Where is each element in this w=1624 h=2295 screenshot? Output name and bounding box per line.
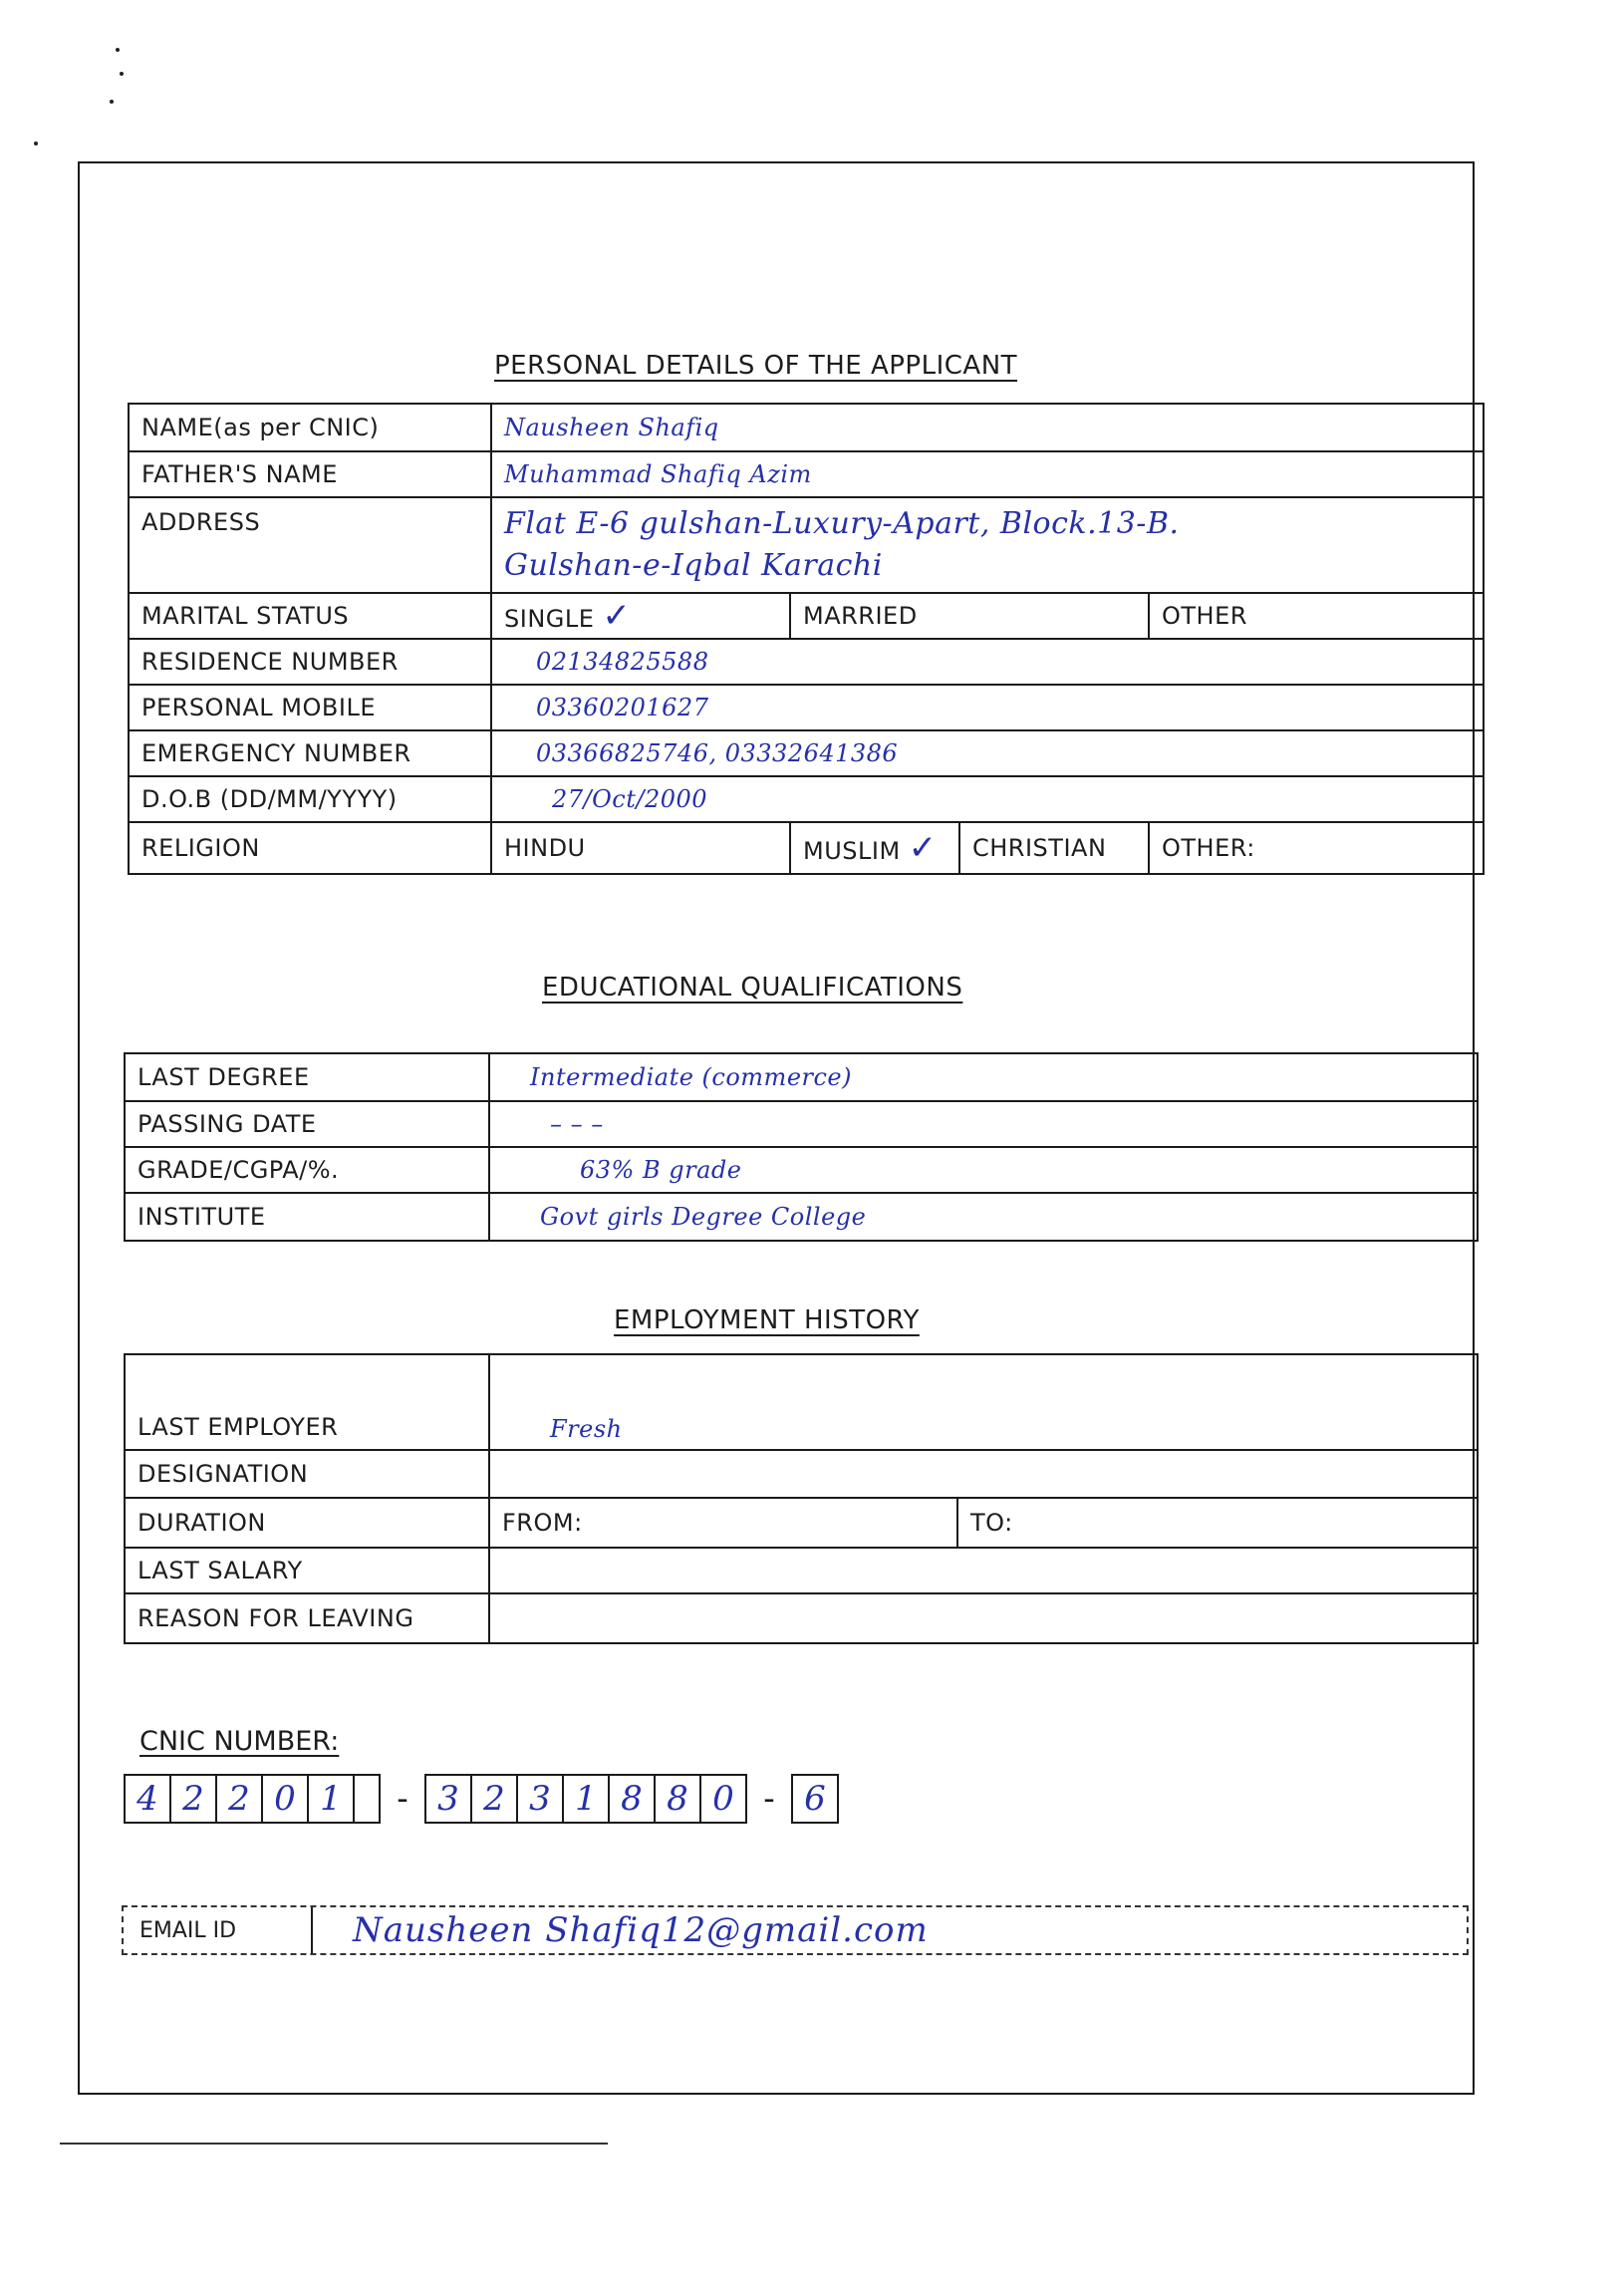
personal-details-table <box>128 403 1485 875</box>
scan-speck <box>110 100 114 104</box>
religion-row <box>129 822 1484 874</box>
salary-row <box>125 1548 1478 1593</box>
employer-value[interactable]: Fresh <box>489 1354 1478 1450</box>
cnic-digit[interactable]: 0 <box>261 1774 309 1824</box>
dob-value[interactable]: 27/Oct/2000 <box>491 776 1484 822</box>
emergency-row <box>129 730 1484 776</box>
cnic-label: CNIC NUMBER: <box>139 1726 340 1757</box>
cnic-boxes[interactable] <box>124 1774 837 1824</box>
dob-label: D.O.B (DD/MM/YYYY) <box>129 776 491 822</box>
reason-row <box>125 1593 1478 1643</box>
father-row <box>129 451 1484 497</box>
cnic-digit[interactable]: 8 <box>654 1774 701 1824</box>
employer-label: LAST EMPLOYER <box>125 1354 489 1450</box>
designation-label: DESIGNATION <box>125 1450 489 1498</box>
religion-label: RELIGION <box>129 822 491 874</box>
marital-married-option[interactable]: MARRIED <box>790 593 1149 639</box>
reason-label: REASON FOR LEAVING <box>125 1593 489 1643</box>
degree-row <box>125 1053 1478 1101</box>
religion-other-option[interactable]: OTHER: <box>1149 822 1484 874</box>
religion-hindu-option[interactable]: HINDU <box>491 822 790 874</box>
cnic-digit[interactable]: 3 <box>424 1774 472 1824</box>
mobile-label: PERSONAL MOBILE <box>129 685 491 730</box>
employment-table <box>124 1353 1479 1644</box>
footer-rule <box>60 2143 608 2145</box>
email-label: EMAIL ID <box>124 1907 313 1953</box>
institute-row <box>125 1193 1478 1241</box>
cnic-digit[interactable]: 2 <box>470 1774 518 1824</box>
cnic-separator: - <box>397 1779 408 1819</box>
marital-label: MARITAL STATUS <box>129 593 491 639</box>
marital-single-option[interactable] <box>491 593 790 639</box>
residence-label: RESIDENCE NUMBER <box>129 639 491 685</box>
designation-value[interactable] <box>489 1450 1478 1498</box>
grade-row <box>125 1147 1478 1193</box>
residence-value[interactable]: 02134825588 <box>491 639 1484 685</box>
address-line-1: Flat E-6 gulshan-Luxury-Apart, Block.13-B. <box>504 506 1180 541</box>
reason-value[interactable] <box>489 1593 1478 1643</box>
religion-muslim-label: MUSLIM <box>803 837 901 865</box>
checkmark-icon: ✓ <box>602 596 632 636</box>
designation-row <box>125 1450 1478 1498</box>
passing-label: PASSING DATE <box>125 1101 489 1147</box>
mobile-value[interactable]: 03360201627 <box>491 685 1484 730</box>
cnic-digit[interactable]: 2 <box>169 1774 217 1824</box>
father-value[interactable]: Muhammad Shafiq Azim <box>491 451 1484 497</box>
marital-row <box>129 593 1484 639</box>
cnic-digit[interactable]: 1 <box>562 1774 610 1824</box>
duration-row <box>125 1498 1478 1548</box>
duration-from-field[interactable]: FROM: <box>489 1498 957 1548</box>
employer-row <box>125 1354 1478 1450</box>
personal-details-title: PERSONAL DETAILS OF THE APPLICANT <box>494 351 1018 381</box>
passing-value[interactable]: – – – <box>489 1101 1478 1147</box>
scan-speck <box>34 142 38 145</box>
dob-row <box>129 776 1484 822</box>
address-label: ADDRESS <box>129 497 491 593</box>
residence-row <box>129 639 1484 685</box>
marital-single-label: SINGLE <box>504 605 595 633</box>
duration-label: DURATION <box>125 1498 489 1548</box>
cnic-spacer <box>353 1774 381 1824</box>
religion-christian-option[interactable]: CHRISTIAN <box>959 822 1149 874</box>
name-row <box>129 404 1484 451</box>
checkmark-icon: ✓ <box>908 828 938 868</box>
emergency-label: EMERGENCY NUMBER <box>129 730 491 776</box>
cnic-digit[interactable]: 8 <box>608 1774 656 1824</box>
salary-value[interactable] <box>489 1548 1478 1593</box>
marital-other-option[interactable]: OTHER <box>1149 593 1484 639</box>
scan-speck <box>120 72 124 76</box>
duration-to-field[interactable]: TO: <box>957 1498 1478 1548</box>
religion-muslim-option[interactable] <box>790 822 959 874</box>
cnic-digit[interactable]: 0 <box>699 1774 747 1824</box>
address-line-2: Gulshan-e-Iqbal Karachi <box>504 548 883 583</box>
education-table <box>124 1052 1479 1242</box>
passing-row <box>125 1101 1478 1147</box>
cnic-digit[interactable]: 2 <box>215 1774 263 1824</box>
grade-label: GRADE/CGPA/%. <box>125 1147 489 1193</box>
employment-title: EMPLOYMENT HISTORY <box>614 1305 920 1335</box>
father-label: FATHER'S NAME <box>129 451 491 497</box>
email-row <box>122 1905 1469 1955</box>
degree-value[interactable]: Intermediate (commerce) <box>489 1053 1478 1101</box>
mobile-row <box>129 685 1484 730</box>
institute-value[interactable]: Govt girls Degree College <box>489 1193 1478 1241</box>
salary-label: LAST SALARY <box>125 1548 489 1593</box>
cnic-digit[interactable]: 1 <box>307 1774 355 1824</box>
name-label: NAME(as per CNIC) <box>129 404 491 451</box>
institute-label: INSTITUTE <box>125 1193 489 1241</box>
cnic-digit[interactable]: 4 <box>124 1774 171 1824</box>
cnic-digit[interactable]: 3 <box>516 1774 564 1824</box>
address-value[interactable] <box>491 497 1484 593</box>
cnic-digit[interactable]: 6 <box>791 1774 839 1824</box>
cnic-separator: - <box>763 1779 775 1819</box>
address-row <box>129 497 1484 593</box>
emergency-value[interactable]: 03366825746, 03332641386 <box>491 730 1484 776</box>
grade-value[interactable]: 63% B grade <box>489 1147 1478 1193</box>
email-value[interactable]: Nausheen Shafiq12@gmail.com <box>353 1910 929 1950</box>
degree-label: LAST DEGREE <box>125 1053 489 1101</box>
education-title: EDUCATIONAL QUALIFICATIONS <box>542 973 963 1003</box>
scan-speck <box>116 48 120 52</box>
name-value[interactable]: Nausheen Shafiq <box>491 404 1484 451</box>
